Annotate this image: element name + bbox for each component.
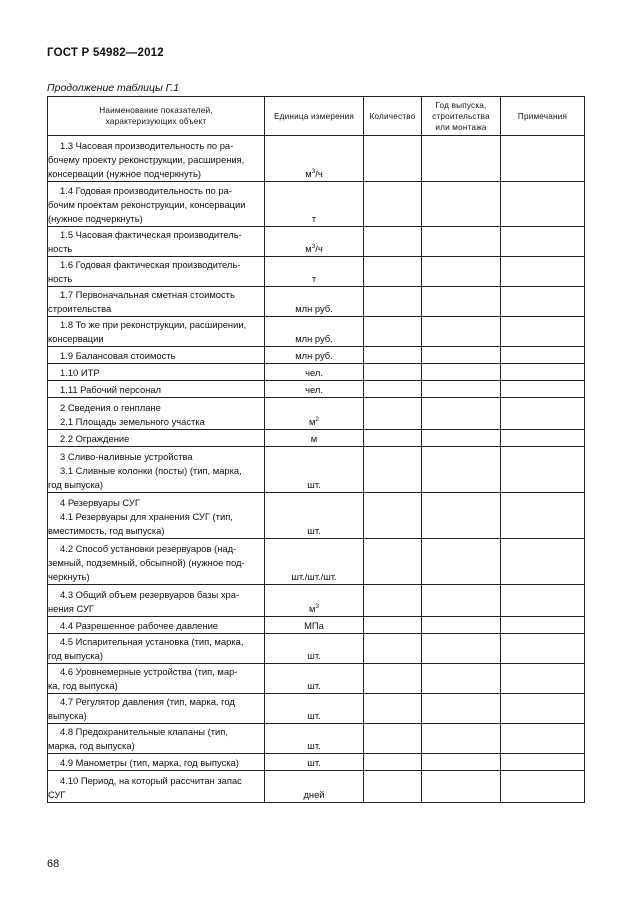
- row-unit: [265, 447, 364, 493]
- cell-year: [422, 287, 501, 317]
- cell-quantity: [364, 227, 422, 257]
- row-name-line: нения СУГ: [48, 603, 94, 614]
- unit-text: м: [305, 243, 312, 254]
- row-name-line: 3 Сливо-наливные устройства: [60, 451, 193, 462]
- row-indicator-name: [48, 634, 265, 664]
- row-name-line: 1.5 Часовая фактическая производитель-: [60, 229, 242, 240]
- row-name-line: консервации: [48, 333, 104, 344]
- table-row: [48, 287, 585, 317]
- row-name-line: 4.7 Регулятор давления (тип, марка, год: [60, 696, 235, 707]
- row-name-line: 4.9 Манометры (тип, марка, год выпуска): [60, 757, 239, 768]
- row-name-line: 4.10 Период, на который рассчитан запас: [60, 775, 242, 786]
- page-number: 68: [47, 858, 60, 870]
- unit-text: м: [305, 168, 312, 179]
- cell-notes: [501, 136, 585, 182]
- row-name-line: 1.6 Годовая фактическая производитель-: [60, 259, 241, 270]
- row-name-line: вместимость, год выпуска): [48, 525, 165, 536]
- cell-year: [422, 381, 501, 398]
- cell-year: [422, 347, 501, 364]
- row-name-line: год выпуска): [48, 650, 104, 661]
- row-indicator-name: [48, 381, 265, 398]
- row-indicator-name: [48, 585, 265, 617]
- cell-notes: [501, 694, 585, 724]
- row-unit: [265, 539, 364, 585]
- row-indicator-name: [48, 447, 265, 493]
- row-name-line: 4.5 Испарительная установка (тип, марка,: [60, 636, 244, 647]
- cell-notes: [501, 227, 585, 257]
- row-unit: [265, 634, 364, 664]
- unit-superscript: 3: [311, 243, 316, 250]
- row-indicator-name: [48, 317, 265, 347]
- row-name-line: 4.4 Разрешенное рабочее давление: [60, 620, 219, 631]
- cell-year: [422, 136, 501, 182]
- row-unit: [265, 136, 364, 182]
- cell-year: [422, 493, 501, 539]
- cell-notes: [501, 182, 585, 227]
- row-unit: [265, 381, 364, 398]
- table-row: [48, 771, 585, 803]
- cell-quantity: [364, 493, 422, 539]
- cell-year: [422, 634, 501, 664]
- row-name-line: ка, год выпуска): [48, 680, 118, 691]
- cell-year: [422, 754, 501, 771]
- cell-quantity: [364, 347, 422, 364]
- table-row: [48, 364, 585, 381]
- unit-text: чел.: [305, 367, 323, 378]
- row-name-line: (нужное подчеркнуть): [48, 213, 143, 224]
- row-name-line: 4.2 Способ установки резервуаров (над-: [60, 543, 237, 554]
- table-row: [48, 447, 585, 493]
- table-row: [48, 227, 585, 257]
- col-header-name-line: Наименование показателей,: [99, 106, 213, 115]
- unit-text: шт./шт./шт.: [291, 571, 337, 582]
- row-indicator-name: [48, 257, 265, 287]
- col-header-year: [422, 97, 501, 136]
- unit-text: дней: [303, 789, 325, 800]
- col-header-notes: Примечания: [501, 97, 585, 136]
- table-row: [48, 398, 585, 430]
- row-name-line: 4 Резервуары СУГ: [60, 497, 140, 508]
- cell-year: [422, 398, 501, 430]
- cell-quantity: [364, 257, 422, 287]
- cell-year: [422, 447, 501, 493]
- table-row: [48, 430, 585, 447]
- col-header-quantity: Количество: [364, 97, 422, 136]
- row-indicator-name: [48, 227, 265, 257]
- unit-tail: /ч: [315, 243, 323, 254]
- row-unit: [265, 347, 364, 364]
- table-row: [48, 493, 585, 539]
- cell-quantity: [364, 287, 422, 317]
- row-unit: [265, 493, 364, 539]
- cell-quantity: [364, 664, 422, 694]
- cell-notes: [501, 447, 585, 493]
- cell-year: [422, 664, 501, 694]
- row-indicator-name: [48, 539, 265, 585]
- cell-quantity: [364, 182, 422, 227]
- cell-notes: [501, 381, 585, 398]
- cell-quantity: [364, 381, 422, 398]
- cell-year: [422, 724, 501, 754]
- row-name-line: год выпуска): [48, 479, 104, 490]
- row-indicator-name: [48, 493, 265, 539]
- row-indicator-name: [48, 136, 265, 182]
- row-name-line: строительства: [48, 303, 112, 314]
- unit-text: млн руб.: [295, 303, 333, 314]
- cell-quantity: [364, 754, 422, 771]
- data-table: [47, 96, 585, 803]
- row-indicator-name: [48, 724, 265, 754]
- row-name-line: бочим проектам реконструкции, консервации: [48, 199, 246, 210]
- row-name-line: 1.10 ИТР: [60, 367, 100, 378]
- unit-text: м: [308, 416, 316, 427]
- unit-superscript: 2: [315, 416, 320, 423]
- unit-text: МПа: [304, 620, 324, 631]
- row-name-line: земный, подземный, обсыпной) (нужное под-: [48, 557, 245, 568]
- row-name-line: выпуска): [48, 710, 87, 721]
- cell-notes: [501, 430, 585, 447]
- cell-year: [422, 539, 501, 585]
- col-header-name-line: характеризующих объект: [105, 117, 207, 126]
- cell-notes: [501, 617, 585, 634]
- row-name-line: 4.8 Предохранительные клапаны (тип,: [60, 726, 228, 737]
- cell-notes: [501, 585, 585, 617]
- row-unit: [265, 227, 364, 257]
- cell-quantity: [364, 634, 422, 664]
- row-indicator-name: [48, 430, 265, 447]
- cell-notes: [501, 287, 585, 317]
- row-name-line: 3.1 Сливные колонки (посты) (тип, марка,: [60, 465, 242, 476]
- row-indicator-name: [48, 347, 265, 364]
- unit-text: т: [311, 273, 317, 284]
- row-indicator-name: [48, 617, 265, 634]
- row-name-line: 1.7 Первоначальная сметная стоимость: [60, 289, 235, 300]
- cell-notes: [501, 317, 585, 347]
- table-row: [48, 617, 585, 634]
- cell-quantity: [364, 364, 422, 381]
- row-indicator-name: [48, 182, 265, 227]
- row-unit: [265, 694, 364, 724]
- cell-quantity: [364, 317, 422, 347]
- row-unit: [265, 182, 364, 227]
- row-unit: [265, 317, 364, 347]
- row-name-line: 4.6 Уровнемерные устройства (тип, мар-: [60, 666, 238, 677]
- unit-text: шт.: [307, 650, 321, 661]
- col-header-name: [48, 97, 265, 136]
- row-unit: [265, 664, 364, 694]
- unit-text: чел.: [305, 384, 323, 395]
- cell-year: [422, 694, 501, 724]
- unit-superscript: 3: [315, 603, 320, 610]
- row-name-line: консервации (нужное подчеркнуть): [48, 168, 201, 179]
- cell-year: [422, 182, 501, 227]
- cell-notes: [501, 724, 585, 754]
- table-row: [48, 754, 585, 771]
- row-name-line: 1.8 То же при реконструкции, расширении,: [60, 319, 247, 330]
- table-row: [48, 347, 585, 364]
- unit-text: шт.: [307, 740, 321, 751]
- cell-notes: [501, 771, 585, 803]
- row-name-line: ность: [48, 243, 73, 254]
- cell-notes: [501, 347, 585, 364]
- cell-quantity: [364, 398, 422, 430]
- cell-year: [422, 585, 501, 617]
- unit-text: шт.: [307, 525, 321, 536]
- cell-quantity: [364, 447, 422, 493]
- cell-year: [422, 257, 501, 287]
- row-name-line: СУГ: [48, 789, 66, 800]
- unit-text: шт.: [307, 710, 321, 721]
- table-header-row: [48, 97, 585, 136]
- cell-quantity: [364, 585, 422, 617]
- unit-text: млн руб.: [295, 350, 333, 361]
- cell-notes: [501, 493, 585, 539]
- row-name-line: марка, год выпуска): [48, 740, 135, 751]
- cell-quantity: [364, 724, 422, 754]
- row-unit: [265, 754, 364, 771]
- cell-notes: [501, 539, 585, 585]
- unit-text: шт.: [307, 757, 321, 768]
- standard-code: ГОСТ Р 54982—2012: [47, 47, 164, 59]
- cell-quantity: [364, 430, 422, 447]
- table-caption: Продолжение таблицы Г.1: [47, 82, 180, 94]
- cell-notes: [501, 754, 585, 771]
- col-header-year-line: строительства: [432, 111, 490, 121]
- row-unit: [265, 724, 364, 754]
- unit-text: шт.: [307, 680, 321, 691]
- col-header-unit: Единица измерения: [265, 97, 364, 136]
- cell-notes: [501, 364, 585, 381]
- table-row: [48, 381, 585, 398]
- table-row: [48, 317, 585, 347]
- unit-text: шт.: [307, 479, 321, 490]
- col-header-year-line: или монтажа: [435, 122, 487, 132]
- row-indicator-name: [48, 287, 265, 317]
- row-name-line: 4.1 Резервуары для хранения СУГ (тип,: [60, 511, 233, 522]
- row-unit: [265, 617, 364, 634]
- cell-year: [422, 771, 501, 803]
- row-name-line: 4.3 Общий объем резервуаров базы хра-: [60, 589, 240, 600]
- row-unit: [265, 771, 364, 803]
- row-unit: [265, 364, 364, 381]
- row-name-line: 1.4 Годовая производительность по ра-: [60, 185, 232, 196]
- table-row: [48, 539, 585, 585]
- row-name-line: 2 Сведения о генплане: [60, 402, 161, 413]
- row-indicator-name: [48, 364, 265, 381]
- row-name-line: 1.9 Балансовая стоимость: [60, 350, 176, 361]
- row-name-line: ность: [48, 273, 73, 284]
- row-indicator-name: [48, 664, 265, 694]
- cell-year: [422, 364, 501, 381]
- unit-text: м: [310, 433, 318, 444]
- table-row: [48, 257, 585, 287]
- row-unit: [265, 398, 364, 430]
- row-indicator-name: [48, 398, 265, 430]
- col-header-year-line: Год выпуска,: [435, 100, 487, 110]
- cell-year: [422, 430, 501, 447]
- table-row: [48, 585, 585, 617]
- unit-superscript: 3: [311, 168, 316, 175]
- cell-quantity: [364, 694, 422, 724]
- cell-notes: [501, 257, 585, 287]
- row-unit: [265, 585, 364, 617]
- cell-quantity: [364, 539, 422, 585]
- table-row: [48, 634, 585, 664]
- unit-tail: /ч: [315, 168, 323, 179]
- row-unit: [265, 287, 364, 317]
- row-indicator-name: [48, 754, 265, 771]
- cell-notes: [501, 398, 585, 430]
- row-name-line: 2.1 Площадь земельного участка: [60, 416, 205, 427]
- cell-quantity: [364, 136, 422, 182]
- table-row: [48, 664, 585, 694]
- cell-quantity: [364, 771, 422, 803]
- table-row: [48, 694, 585, 724]
- cell-notes: [501, 634, 585, 664]
- row-name-line: бочему проекту реконструкции, расширения,: [48, 154, 245, 165]
- unit-text: т: [311, 213, 317, 224]
- row-unit: [265, 257, 364, 287]
- cell-year: [422, 617, 501, 634]
- unit-text: м: [308, 603, 316, 614]
- table-row: [48, 182, 585, 227]
- cell-year: [422, 317, 501, 347]
- cell-year: [422, 227, 501, 257]
- row-name-line: 1.11 Рабочий персонал: [60, 384, 162, 395]
- table-row: [48, 136, 585, 182]
- row-indicator-name: [48, 694, 265, 724]
- row-indicator-name: [48, 771, 265, 803]
- table-row: [48, 724, 585, 754]
- cell-quantity: [364, 617, 422, 634]
- unit-text: млн руб.: [295, 333, 333, 344]
- row-name-line: 2.2 Ограждение: [60, 433, 130, 444]
- cell-notes: [501, 664, 585, 694]
- row-unit: [265, 430, 364, 447]
- row-name-line: 1.3 Часовая производительность по ра-: [60, 140, 234, 151]
- row-name-line: черкнуть): [48, 571, 90, 582]
